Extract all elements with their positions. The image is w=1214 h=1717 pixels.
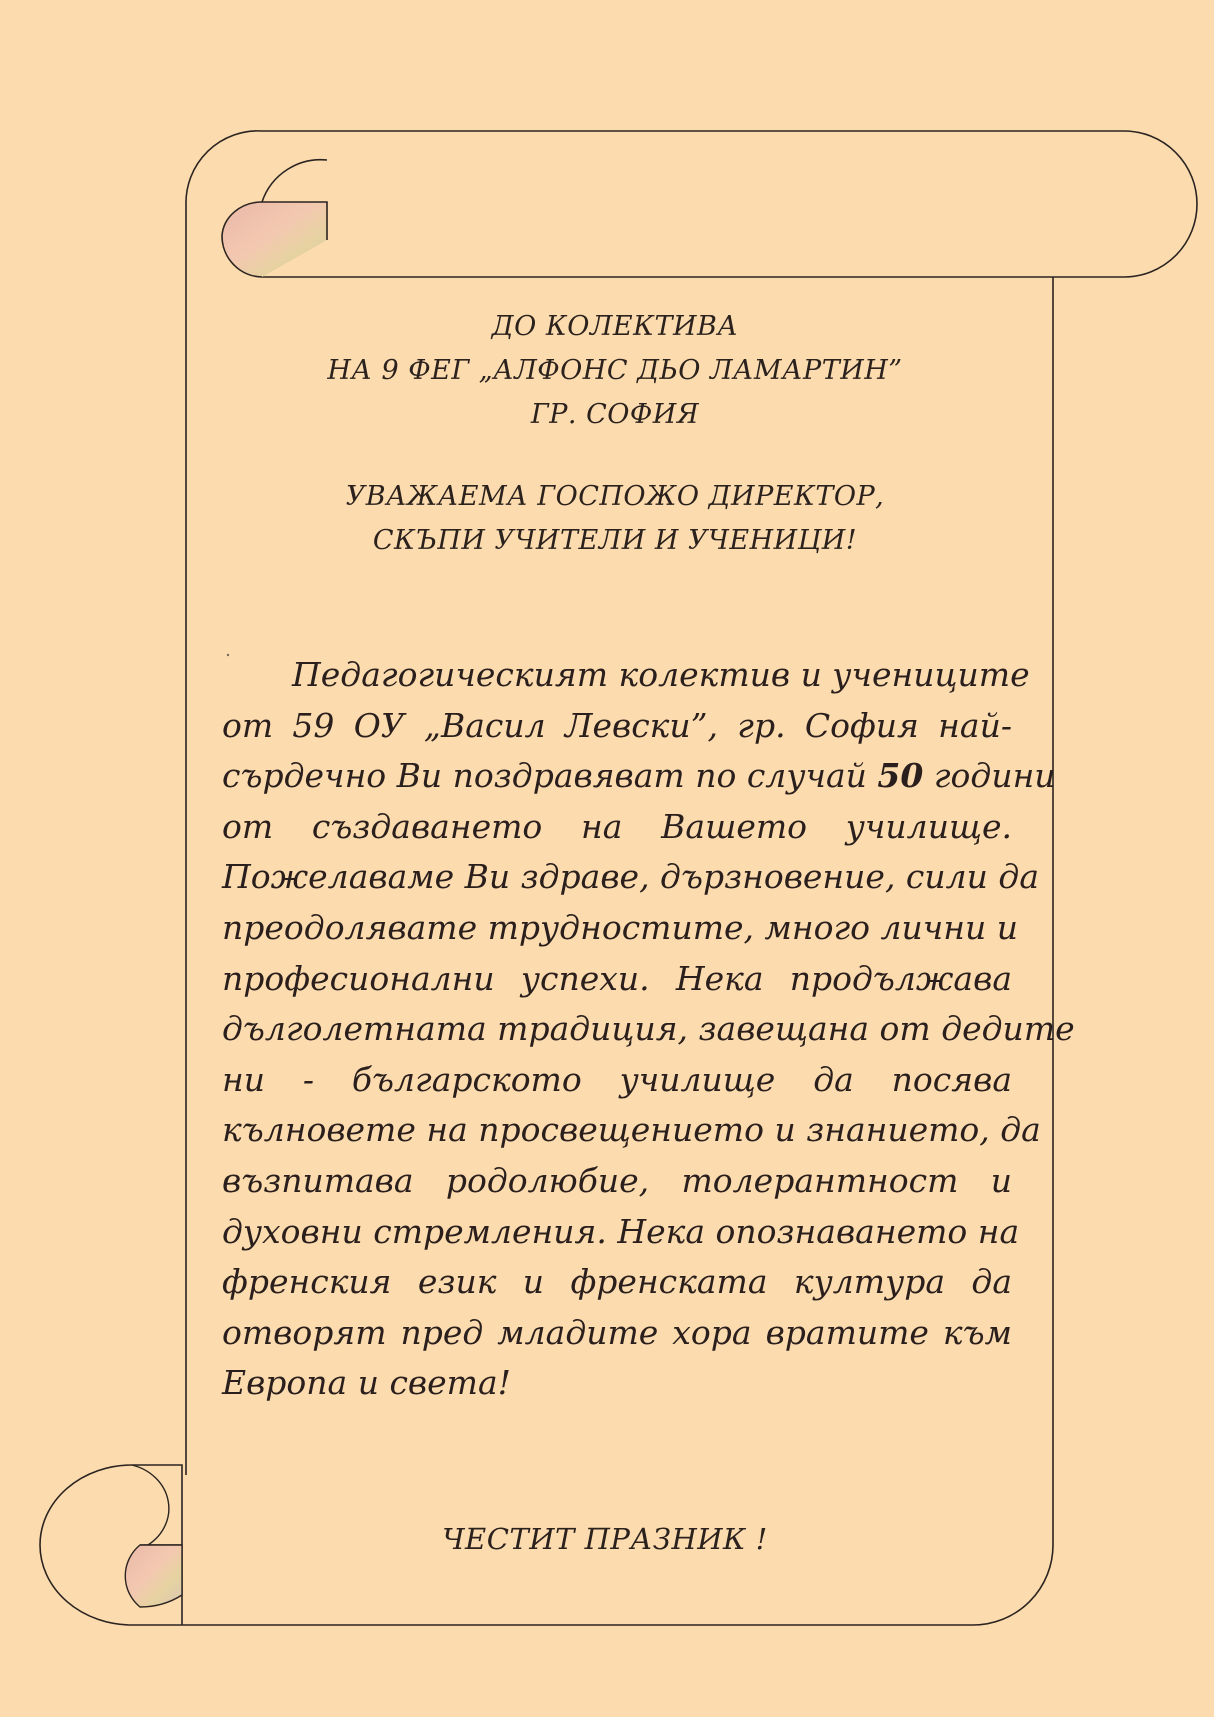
body-line: професионални успехи. Нека продължава bbox=[222, 958, 1012, 998]
recipient-line-2: НА 9 ФЕГ „АЛФОНС ДЬО ЛАМАРТИН” bbox=[327, 355, 903, 386]
recipient-line-1: ДО КОЛЕКТИВА bbox=[491, 311, 739, 342]
top-scroll-roll bbox=[262, 131, 1197, 277]
body-line: Педагогическият колектив и учениците bbox=[292, 655, 1030, 694]
salutation-line-2: СКЪПИ УЧИТЕЛИ И УЧЕНИЦИ! bbox=[372, 525, 858, 556]
body-line: френския език и френската култура да bbox=[222, 1262, 1012, 1302]
body-line: възпитава родолюбие, толерантност и bbox=[222, 1160, 1012, 1200]
recipient-line-3: ГР. СОФИЯ bbox=[530, 399, 700, 430]
anniversary-number: 50 bbox=[877, 756, 924, 796]
salutation bbox=[200, 475, 1030, 563]
message-body bbox=[222, 650, 1075, 1409]
body-fragment: години bbox=[933, 756, 1056, 796]
body-line: Европа и света! bbox=[222, 1363, 511, 1403]
body-line: отворят пред младите хора вратите към bbox=[222, 1312, 1012, 1352]
body-fragment: сърдечно Ви поздравяват по случай bbox=[222, 756, 867, 796]
body-line: Пожелаваме Ви здраве, дързновение, сили да bbox=[222, 857, 1040, 897]
body-line: дълголетната традиция, завещана от дедите bbox=[222, 1009, 1075, 1049]
body-line: преодолявате трудностите, много лични и bbox=[222, 907, 1019, 947]
body-line: от създаването на Вашето училище. bbox=[222, 806, 1012, 846]
body-line: кълновете на просвещението и знанието, да bbox=[222, 1110, 1041, 1150]
body-line: духовни стремления. Нека опознаването на bbox=[222, 1211, 1020, 1251]
body-line: ни - българското училище да посява bbox=[222, 1059, 1012, 1099]
bottom-edge bbox=[132, 1545, 1053, 1625]
body-line bbox=[222, 751, 1056, 802]
recipient-address bbox=[200, 305, 1030, 437]
salutation-line-1: УВАЖАЕМА ГОСПОЖО ДИРЕКТОР, bbox=[345, 481, 885, 512]
body-line: от 59 ОУ „Васил Левски”, гр. София най- bbox=[222, 705, 1012, 745]
closing-greeting: ЧЕСТИТ ПРАЗНИК ! bbox=[442, 1522, 768, 1556]
